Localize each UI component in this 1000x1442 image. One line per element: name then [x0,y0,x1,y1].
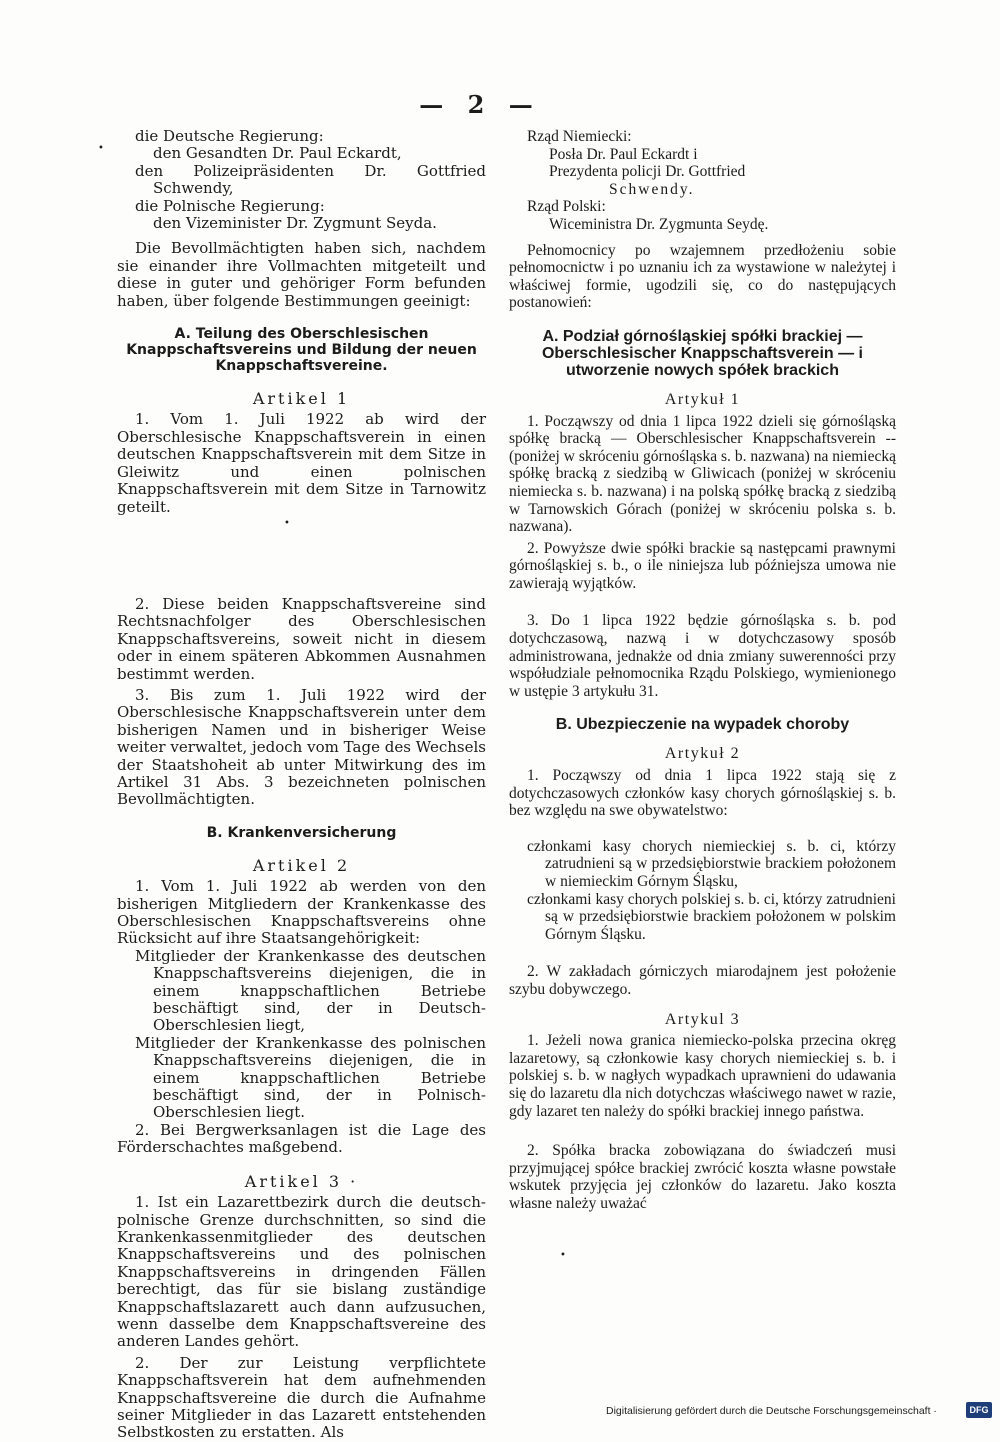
german-a2-p1: 1. Vom 1. Juli 1922 ab werden von den bisherigen Mitgliedern der Krankenkasse des Oberschlesischen Knappschaftsvereins ohne Rücksicht auf ihre Staatsangehörigkeit: [117,877,486,948]
polish-party-pl: Rząd Polski: [527,198,606,216]
german-column [117,128,486,1442]
polish-a2-p2: członkami kasy chorych niemieckiej s. b. ci, którzy zatrudnieni są w przedsiębiorstwie brackiem położonem w niemieckim Górnym Śląsku, [527,837,896,890]
margin-dot: • [284,518,290,529]
german-heading-b: B. Krankenversicherung [206,824,397,841]
polish-article-3-title: Artykul 3 [664,1010,741,1028]
polish-rep-police: Prezydenta policji Dr. Gottfried [549,163,746,181]
german-article-3-title: Artikel 3 · [244,1171,359,1191]
dfg-logo: DFG [966,1402,992,1418]
german-a1-p3: 3. Bis zum 1. Juli 1922 wird der Oberschlesische Knappschaftsverein unter dem bisherigen Namen und in bisheriger Weise weiter verwaltet, jedoch vom Tage des Wechsels der Staatshoheit ab unter Mitwirkung des im Artikel 31 Abs. 3 bezeichneten polnischen Bevollmächtigten. [117,685,486,809]
german-article-1-title: Artikel 1 [252,389,351,409]
german-preamble: Die Bevollmächtigten haben sich, nachdem sie einander ihre Vollmachten mitgeteilt und diese in guter und gehöriger Form befunden haben, über folgende Bestimmungen geeinigt: [117,239,486,310]
german-a2-p2: Mitglieder der Krankenkasse des deutschen Knappschaftsvereins diejenigen, die in einem knappschaftlichen Betriebe beschäftigt sind, der in Deutsch-Oberschlesien liegt, [135,946,486,1035]
polish-heading-a: A. Podział górnośląskiej spółki brackiej — Oberschlesischer Knappschaftsverein — i utworzenie nowych spółek brackich [541,327,863,379]
german-rep-police: den Polizeipräsidenten Dr. Gottfried Schwendy, [135,161,486,198]
german-party-de: die Deutsche Regierung: [135,127,324,145]
polish-a1-p1: 1. Począwszy od dnia 1 lipca 1922 dzieli się górnośląską spółkę bracką — Oberschlesischer Knappschaftsverein -- (poniżej w skróceniu górnośląska s. b. nazwana) na niemiecką spółkę bracką z siedzibą w Gliwicach (poniżej w skróceniu niemiecka s. b. nazwana) i na polską spółkę bracką z siedzibą w Tarnowskich Górach (poniżej w skróceniu polska s. b. nazwana). [509,412,896,536]
polish-rep-envoy: Posła Dr. Paul Eckardt i [549,145,698,163]
german-a3-p2: 2. Der zur Leistung verpflichtete Knappschaftsverein hat dem aufnehmenden Knappschaftsvereine die durch die Aufnahme seiner Mitglieder in das Lazarett entstehenden Selbstkosten zu erstatten. Als [117,1353,486,1442]
polish-party-de: Rząd Niemiecki: [527,128,632,145]
polish-heading-b: B. Ubezpieczenie na wypadek choroby [555,716,850,734]
polish-a2-p1: 1. Począwszy od dnia 1 lipca 1922 stają się z dotychczasowych członków kasy chorych górnośląskiej s. b. bez względu na swe obywatelstwo: [509,767,896,820]
german-rep-vice: den Vizeminister Dr. Zygmunt Seyda. [153,214,437,233]
german-a3-p1: 1. Ist ein Lazarettbezirk durch die deutsch-polnische Grenze durchschnitten, so sind die Krankenkassenmitglieder des deutschen Knappschaftsvereins und des polnischen Knappschaftsvereins in dringenden Fällen berechtigt, das für sie bislang zuständige Knappschaftslazarett auch dann aufzusuchen, wenn dasselbe dem Knappschaftsvereine des anderen Landes gehört. [117,1193,486,1351]
polish-a2-p4: 2. W zakładach górniczych miarodajnem jest położenie szybu dobywczego. [509,963,896,998]
digitization-credit: Digitalisierung gefördert durch die Deutsche Forschungsgemeinschaft · [606,1405,937,1417]
margin-dot: • [98,143,104,154]
polish-rep-police-name: Schwendy. [609,180,695,198]
polish-preamble: Pełnomocnicy po wzajemnem przedłożeniu sobie pełnomocnictw i po uznaniu ich za wystawione w należytej i właściwej formie, ugodzili się, co do następujących postanowień: [509,241,896,312]
polish-column [509,128,896,1213]
polish-article-1-title: Artykuł 1 [664,390,741,408]
german-a2-p3: Mitglieder der Krankenkasse des polnischen Knappschaftsvereins diejenigen, die in einem knappschaftlichen Betriebe beschäftigt sind, der in Polnisch-Oberschlesien liegt. [135,1033,486,1122]
margin-dot: • [560,1250,566,1261]
german-party-pl: die Polnische Regierung: [135,196,325,215]
german-a1-p1: 1. Vom 1. Juli 1922 ab wird der Oberschlesische Knappschaftsverein in einen deutschen Knappschaftsverein mit dem Sitze in Gleiwitz und einen polnischen Knappschaftsverein mit dem Sitze in Tarnowitz geteilt. [117,410,486,516]
polish-a1-p2: 2. Powyższe dwie spółki brackie są następcami prawnymi górnośląskiej s. b., o ile niniejsza lub późniejsza umowa nie zawierają wyjątków. [509,539,896,592]
german-a1-p2: 2. Diese beiden Knappschaftsvereine sind Rechtsnachfolger des Oberschlesischen Knappschaftsvereins, soweit nicht in diesem oder in einem späteren Abkommen Ausnahmen bestimmt werden. [117,594,486,683]
german-article-2-title: Artikel 2 [252,855,351,875]
german-a2-p4: 2. Bei Bergwerksanlagen ist die Lage des Förderschachtes maßgebend. [117,1120,486,1157]
german-rep-envoy: den Gesandten Dr. Paul Eckardt, [153,144,402,163]
polish-a3-p2: 2. Spółka bracka zobowiązana do świadczeń musi przyjmującej spółce brackiej zwrócić koszta własne powstałe wskutek przyjęcia jej członków do lazaretu. Jako koszta własne należy uważać [509,1142,896,1212]
german-heading-a: A. Teilung des Oberschlesischen Knappschaftsvereins und Bildung der neuen Knappschaftsvereine. [126,326,477,375]
polish-rep-vice: Wiceministra Dr. Zygmunta Seydę. [549,215,769,233]
polish-article-2-title: Artykuł 2 [664,745,741,763]
polish-a1-p3: 3. Do 1 lipca 1922 będzie górnośląska s. b. pod dotychczasową, nazwą i w dotychczasowy sposób administrowana, jednakże od dnia zmiany suwerenności przy współudziale pełnomocnika Rządu Polskiego, wymienionego w ustępie 3 artykułu 31. [509,612,896,700]
polish-a3-p1: 1. Jeżeli nowa granica niemiecko-polska przecina okręg lazaretowy, są członkowie kasy chorych niemieckiej s. b. i polskiej s. b. w nagłych wypadkach uprawnieni do udawania się do lazaretu dla nich dotychczas właściwego nawet w razie, gdy lazaret ten należy do spółki brackiej innego państwa. [509,1032,896,1120]
polish-a2-p3: członkami kasy chorych polskiej s. b. ci, którzy zatrudnieni są w przedsiębiorstwie brackiem położonem w polskim Górnym Śląsku. [527,890,896,943]
page-number: — 2 — [419,90,541,119]
